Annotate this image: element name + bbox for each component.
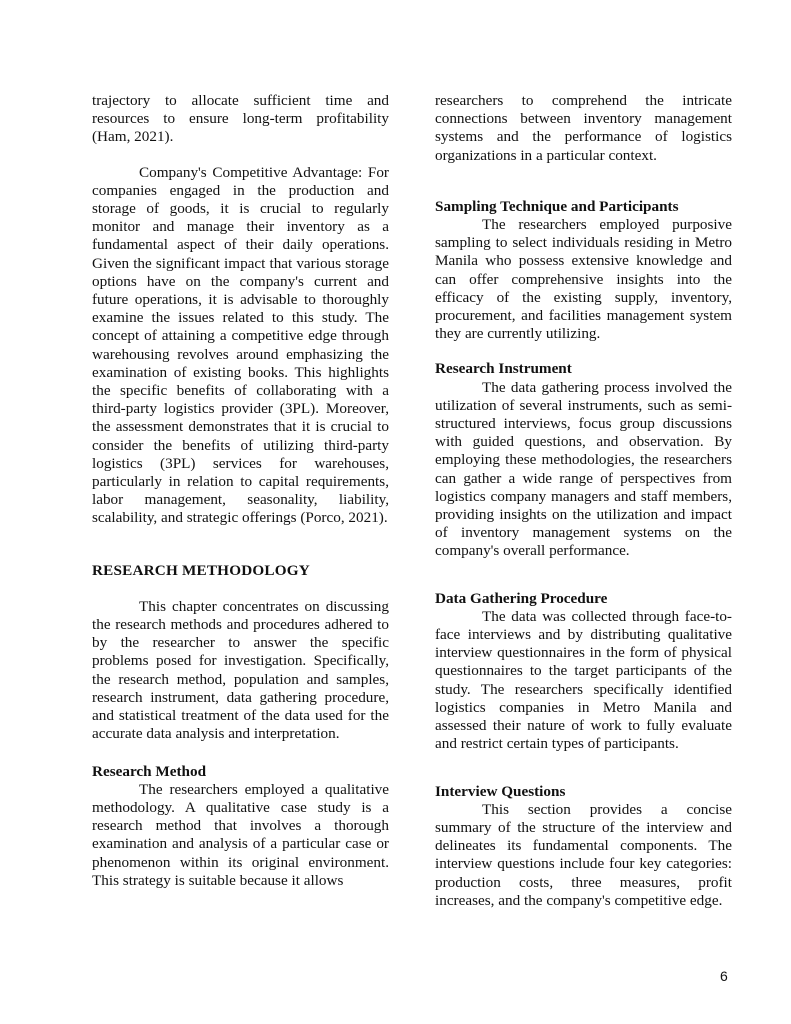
paragraph-interview-questions: This section provides a concise summary of the structure of the interview and delineates its fundamental components. The interview questions include four key categories: production costs, three measures, profit increases, and the company's competitive edge. bbox=[435, 800, 732, 909]
page-number: 6 bbox=[720, 968, 728, 984]
paragraph-data-gathering: The data was collected through face-to-face interviews and by distributing qualitative interview questionnaires in the form of physical questionnaires to the target participants of the study. The researchers specifically identified logistics companies in Metro Manila and assessed their nature of work to fully evaluate and restrict certain types of participants. bbox=[435, 607, 732, 753]
paragraph-research-method: The researchers employed a qualitative methodology. A qualitative case study is a research method that involves a thorough examination and analysis of a particular case or phenomenon within its original environment. This strategy is suitable because it allows bbox=[92, 780, 389, 889]
heading-research-method: Research Method bbox=[92, 762, 207, 780]
paragraph-sampling: The researchers employed purposive sampling to select individuals residing in Metro Manila who possess extensive knowledge and can offer comprehensive insights into the efficacy of the existing supply, inventory, procurement, and facilities management system they are currently utilizing. bbox=[435, 216, 732, 343]
heading-data-gathering-procedure: Data Gathering Procedure bbox=[435, 589, 608, 607]
section-heading-research-methodology: RESEARCH METHODOLOGY bbox=[92, 561, 310, 579]
heading-interview-questions: Interview Questions bbox=[435, 782, 566, 800]
paragraph-methodology-intro: This chapter concentrates on discussing the research methods and procedures adhered to by the researcher to answer the specific problems posed for investigation. Specifically, the research method, population and samples, research instrument, data gathering procedure, and statistical treatment of the data used for the accurate data analysis and interpretation. bbox=[92, 597, 389, 743]
paragraph-profitability: trajectory to allocate sufficient time and resources to ensure long-term profitability (Ham, 2021). bbox=[92, 92, 389, 146]
heading-sampling-technique: Sampling Technique and Participants bbox=[435, 197, 679, 215]
paragraph-researchers-comprehend: researchers to comprehend the intricate connections between inventory management systems and the performance of logistics organizations in a particular context. bbox=[435, 92, 732, 164]
paragraph-competitive-advantage: Company's Competitive Advantage: For companies engaged in the production and storage of goods, it is crucial to regularly monitor and manage their inventory as a fundamental aspect of their daily operations. Given the significant impact that various storage options have on the company's current and future operations, it is advisable to thoroughly examine the issues related to this study. The concept of attaining a competitive edge through warehousing revolves around emphasizing the examination of existing books. This highlights the specific benefits of collaborating with a third-party logistics provider (3PL). Moreover, the assessment demonstrates that it is crucial to consider the benefits of utilizing third-party logistics (3PL) services for warehouses, particularly in relation to capital requirements, labor management, seasonality, liability, scalability, and strategic offerings (Porco, 2021). bbox=[92, 163, 389, 527]
right-column bbox=[435, 92, 732, 910]
heading-research-instrument: Research Instrument bbox=[435, 360, 572, 378]
left-column bbox=[92, 92, 389, 890]
paragraph-research-instrument: The data gathering process involved the utilization of several instruments, such as semi-structured interviews, focus group discussions with guided questions, and observation. By employing these methodologies, the researchers can gather a wide range of perspectives from logistics company managers and staff members, providing insights on the utilization and impact of inventory management systems on the company's overall performance. bbox=[435, 378, 732, 560]
